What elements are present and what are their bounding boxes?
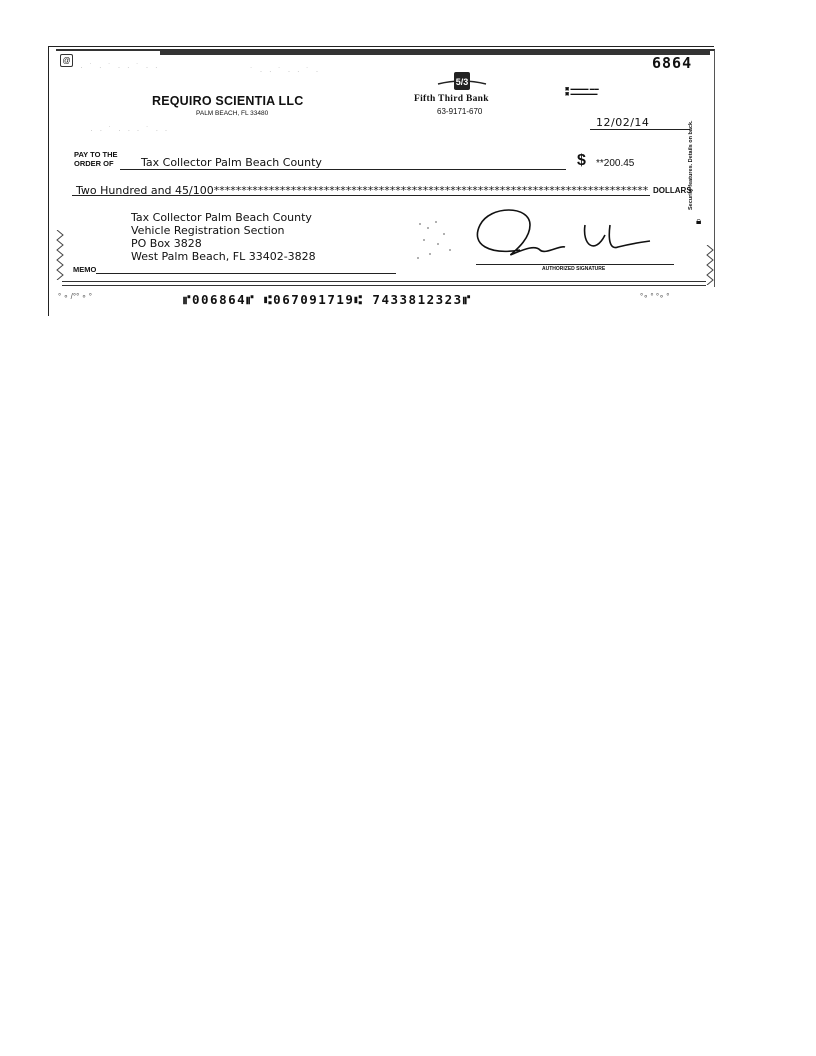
address-line: Tax Collector Palm Beach County	[131, 211, 312, 224]
memo-line	[96, 273, 396, 274]
microprint-strip	[160, 49, 710, 55]
check-date: 12/02/14	[596, 116, 650, 129]
corner-seal-icon: @	[60, 54, 73, 67]
dot-pattern-left: ° ∘ /°° ∘ °	[58, 292, 92, 301]
bank-routing-fraction: 63-9171-670	[437, 107, 483, 116]
background-pattern: ˙ · ∙ ˙ · ∙ ˙ ·	[250, 66, 321, 76]
pay-to-label-line-2: ORDER OF	[74, 159, 114, 168]
signature-label: AUTHORIZED SIGNATURE	[542, 266, 606, 272]
payer-company-address: PALM BEACH, FL 33480	[196, 110, 269, 117]
stamp-smudge	[410, 214, 460, 266]
payee-name: Tax Collector Palm Beach County	[141, 156, 322, 169]
amount-in-words: Two Hundred and 45/100*******************************************************************************	[76, 184, 649, 197]
authorized-signature	[470, 205, 680, 265]
signature-line	[476, 264, 674, 265]
dollar-sign: $	[577, 152, 586, 169]
page-left-rule	[48, 46, 49, 316]
address-line: PO Box 3828	[131, 237, 202, 250]
amount-words-line	[72, 195, 650, 196]
amount-numeric: **200.45	[596, 158, 635, 169]
svg-text:5/3: 5/3	[455, 77, 469, 87]
bank-name: Fifth Third Bank	[414, 94, 489, 104]
bottom-border-strip	[62, 281, 706, 286]
date-line	[590, 129, 690, 130]
payee-line	[120, 169, 566, 170]
security-features-note: Security features. Details on back.	[688, 120, 694, 210]
background-pattern: · ˙ ∙ ˙ · ∙ ˙ · ∙	[80, 62, 160, 72]
mailing-address-block	[131, 211, 316, 263]
pay-to-label	[74, 150, 118, 168]
background-pattern: · ∙ ˙ · ∙ · ˙ ∙ ·	[90, 125, 170, 135]
address-line: West Palm Beach, FL 33402-3828	[131, 250, 316, 263]
address-line: Vehicle Registration Section	[131, 224, 285, 237]
lock-icon: 🔒︎	[696, 216, 702, 227]
check-trust-badge: ▣ ▬▬▬▬ ▬▬ ▣ ▬▬▬▬▬▬	[565, 86, 599, 96]
memo-label: MEMO	[73, 265, 97, 274]
pay-to-label-line-1: PAY TO THE	[74, 150, 118, 159]
page-top-rule	[48, 46, 714, 47]
micr-line: ⑈006864⑈ ⑆067091719⑆ 7433812323⑈	[183, 292, 472, 307]
payer-company-name: REQUIRO SCIENTIA LLC	[152, 94, 304, 108]
check-number: 6864	[652, 54, 693, 72]
right-border-pattern	[706, 245, 714, 285]
dollars-label: DOLLARS	[653, 186, 692, 195]
dot-pattern-right: °∘ ° °∘ °	[640, 292, 670, 301]
bank-logo-icon	[436, 70, 488, 94]
left-border-pattern	[56, 230, 64, 280]
